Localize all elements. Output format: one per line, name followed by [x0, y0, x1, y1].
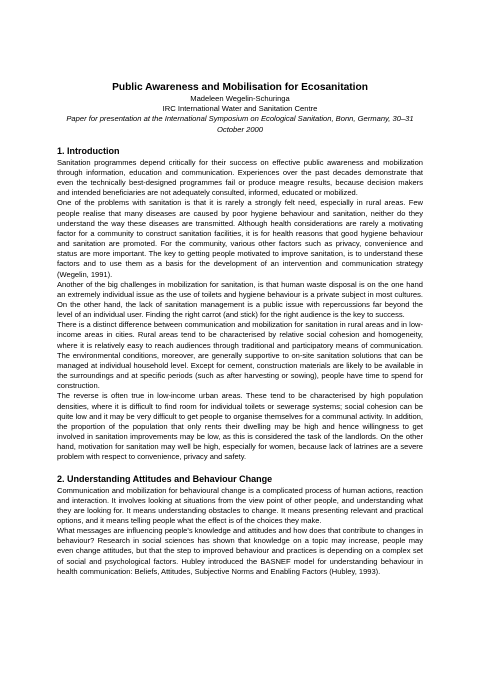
paper-presentation-note: Paper for presentation at the International Symposium on Ecological Sanitation, Bonn, Germany, 30–31 October 2000: [66, 114, 414, 134]
intro-paragraph-2: One of the problems with sanitation is that it is rarely a strongly felt need, especially in rural areas. Few people realise that many diseases are caused by poor hygiene behaviour and sanitation, neither do they understand the way these diseases are transmitted. Although health considerations are rarely a motivating factor for a community to construct sanitation facilities, it is for health reasons that good hygiene behaviour and sanitation are promoted. For the community, various other factors such as privacy, convenience and status are more important. The key to getting people motivated to improve sanitation, is to understand these factors and to use them as a basis for the development of an intervention and communication strategy (Wegelin, 1991).: [57, 198, 423, 279]
intro-paragraph-5: The reverse is often true in low-income urban areas. These tend to be characterised by high population densities, where it is difficult to find room for individual toilets or sewerage systems; social cohesion can be quite low and it may be very difficult to get people to organise themselves for a communal activity. In addition, the proportion of the population that only rents their dwelling may be high and hence willingness to get involved in sanitation improvements may be low, as this is considered the task of the landlords. On the other hand, motivation for sanitation may well be high, especially for women, because lack of latrines are a severe problem with respect to convenience, privacy and safety.: [57, 391, 423, 462]
section-heading-introduction: 1. Introduction: [57, 145, 120, 156]
paper-affiliation: IRC International Water and Sanitation Centre: [162, 104, 318, 114]
intro-paragraph-4: There is a distinct difference between communication and mobilization for sanitation in rural areas and in low-income areas in cities. Rural areas tend to be characterised by relative social cohesion and homogeneity, where it is relatively easy to reach audiences through traditional and participatory means of communication. The environmental conditions, moreover, are generally supportive to on-site sanitation solutions that can be managed at individual household level. Except for cement, construction materials are likely to be available in the surroundings and at specific periods (such as after harvesting or sowing), people have time to spend for construction.: [57, 320, 423, 391]
intro-paragraph-3: Another of the big challenges in mobilization for sanitation, is that human waste disposal is on the one hand an extremely individual issue as the use of toilets and hygiene behaviour is a private subject in most cultures. On the other hand, the lack of sanitation management is a public issue with repercussions far beyond the level of an individual user. Finding the right carrot (and stick) for the right audience is the key to success.: [57, 279, 423, 320]
intro-paragraph-1: Sanitation programmes depend critically for their success on effective public awareness and mobilization through information, education and communication. Experiences over the past decades demonstrate that even the technically best-designed programmes fail or produce meagre results, because decision makers and intended beneficiaries are not adequately consulted, informed, educated or mobilized.: [57, 157, 423, 198]
attitudes-paragraph-1: Communication and mobilization for behavioural change is a complicated process of human actions, reaction and interaction. It involves looking at situations from the view point of other people, and understanding what they are looking for. It means understanding obstacles to change. It means presenting relevant and practical options, and it means telling people what the effect is of the choices they make.: [57, 485, 423, 525]
section-heading-attitudes: 2. Understanding Attitudes and Behaviour Change: [57, 473, 273, 484]
paper-page: [57, 82, 423, 577]
paper-author: Madeleen Wegelin-Schuringa: [190, 94, 290, 103]
paper-title: Public Awareness and Mobilisation for Ecosanitation: [112, 82, 368, 93]
attitudes-paragraph-2: What messages are influencing people's knowledge and attitudes and how does that contribute to changes in behaviour? Research in social sciences has shown that knowledge on a topic may increase, people may even change attitudes, but that the step to improved behaviour and practices is depending on a complex set of social and psychological factors. Hubley introduced the BASNEF model for understanding behaviour in health communication: Beliefs, Attitudes, Subjective Norms and Enabling Factors (Hubley, 1993).: [57, 526, 423, 576]
